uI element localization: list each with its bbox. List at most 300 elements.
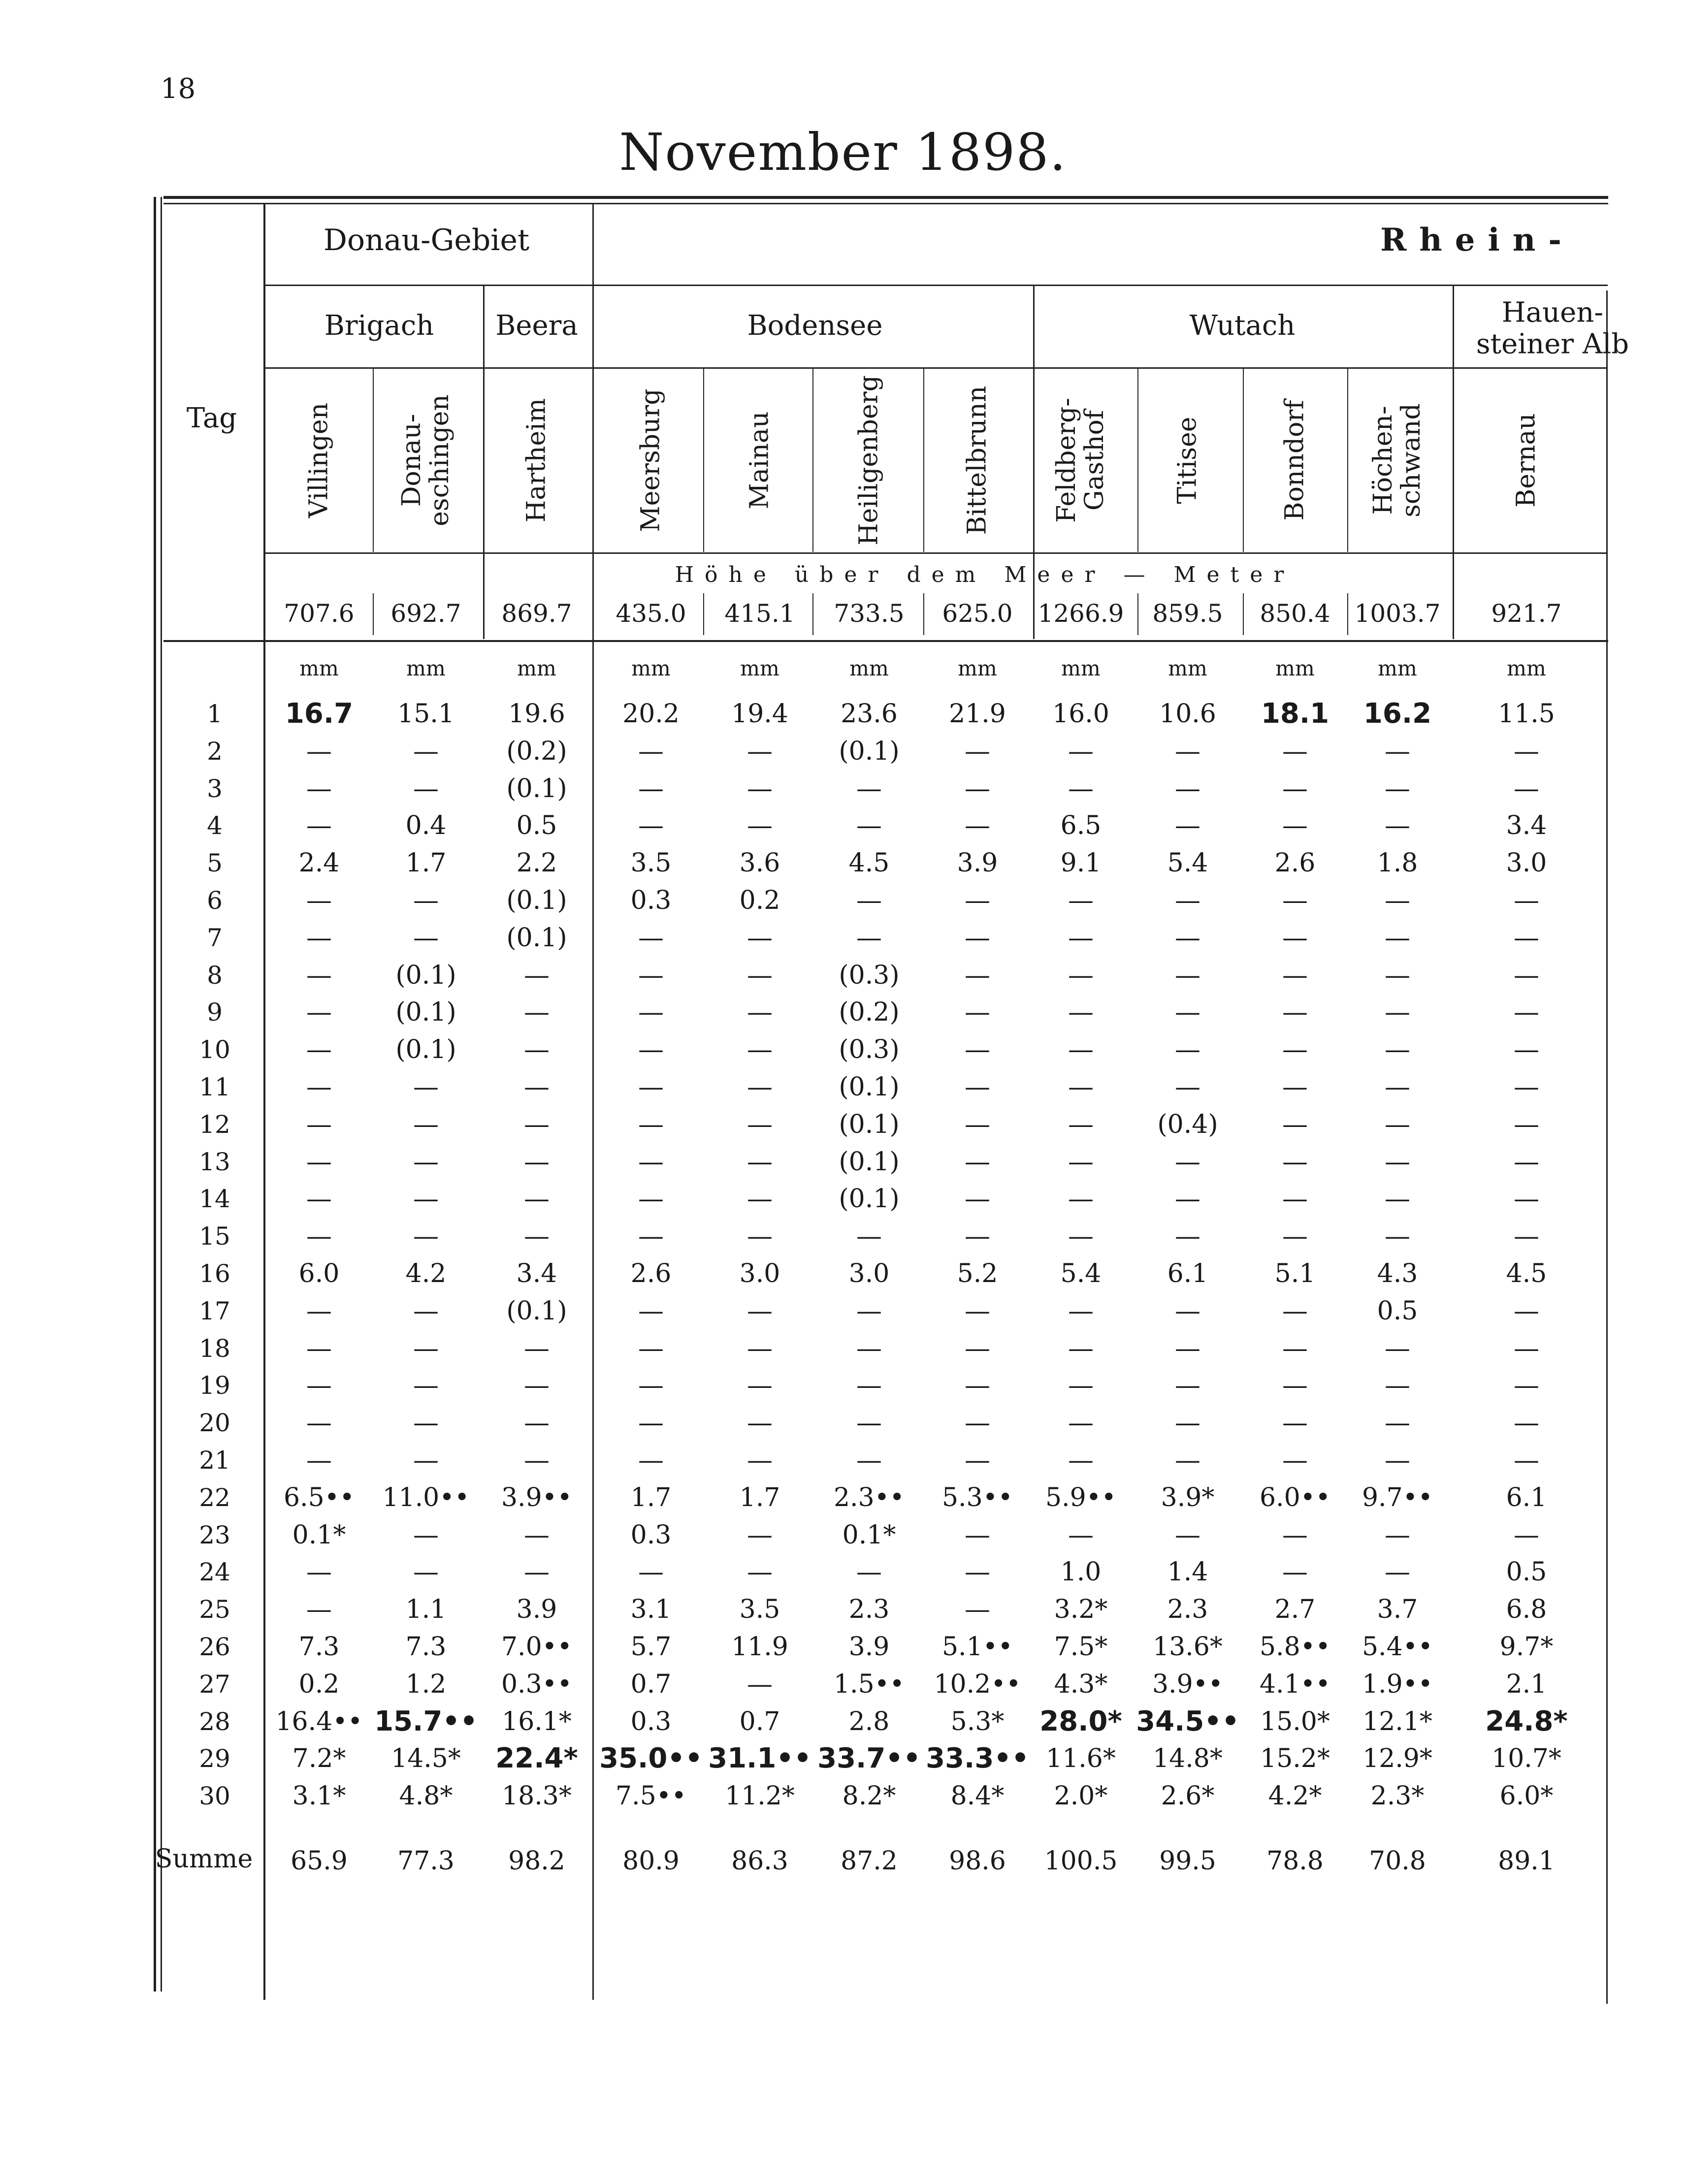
- table-cell: —: [856, 1408, 882, 1438]
- table-cell: —: [856, 1221, 882, 1252]
- table-cell: —: [524, 1333, 550, 1363]
- summe-value: 98.6: [949, 1846, 1006, 1876]
- day-number: 18: [199, 1334, 230, 1363]
- table-cell: —: [1175, 811, 1200, 841]
- elevation-divider: [812, 593, 813, 635]
- table-cell: —: [306, 886, 332, 915]
- table-cell: —: [1282, 1371, 1308, 1401]
- table-cell: (0.1): [395, 997, 456, 1028]
- table-cell: 3.5: [739, 1595, 780, 1625]
- table-cell: 28.0*: [1039, 1705, 1122, 1737]
- day-number: 17: [199, 1296, 230, 1325]
- table-cell: —: [965, 773, 990, 803]
- table-cell: 15.7••: [374, 1705, 478, 1737]
- tag-divider: [263, 203, 265, 2000]
- table-cell: —: [638, 1109, 664, 1139]
- table-cell: 19.6: [508, 699, 565, 729]
- table-cell: 2.6: [1274, 848, 1316, 878]
- table-cell: 6.5••: [283, 1482, 355, 1512]
- table-cell: —: [747, 997, 773, 1028]
- table-cell: —: [306, 1333, 332, 1363]
- summe-label: Summe: [155, 1844, 253, 1874]
- table-cell: —: [1175, 1408, 1200, 1438]
- table-cell: 5.8••: [1259, 1632, 1331, 1662]
- table-cell: 2.7: [1274, 1595, 1316, 1625]
- table-cell: (0.1): [395, 960, 456, 990]
- table-cell: —: [1175, 1520, 1200, 1550]
- table-cell: 1.7: [405, 848, 447, 878]
- table-cell: —: [638, 997, 664, 1028]
- table-cell: —: [413, 1072, 439, 1102]
- day-number: 1: [207, 700, 223, 728]
- table-cell: —: [524, 1109, 550, 1139]
- elevation-divider: [1137, 593, 1138, 635]
- table-cell: 6.8: [1506, 1595, 1547, 1625]
- table-cell: —: [306, 1221, 332, 1252]
- page-title: November 1898.: [619, 122, 1067, 182]
- table-cell: —: [1514, 1520, 1539, 1550]
- table-cell: 10.7*: [1491, 1744, 1561, 1774]
- table-cell: 3.2*: [1054, 1595, 1108, 1625]
- table-cell: 11.9: [731, 1632, 788, 1662]
- table-cell: 3.9: [957, 848, 998, 878]
- table-cell: —: [1068, 1072, 1094, 1102]
- table-cell: —: [524, 1072, 550, 1102]
- table-cell: 7.3: [298, 1632, 340, 1662]
- table-cell: —: [413, 1408, 439, 1438]
- table-cell: 2.3••: [833, 1482, 905, 1512]
- table-cell: —: [306, 1445, 332, 1475]
- table-cell: 7.5••: [615, 1781, 687, 1811]
- table-cell: —: [1282, 811, 1308, 841]
- table-cell: —: [524, 960, 550, 990]
- table-cell: —: [1282, 1184, 1308, 1214]
- table-cell: —: [1514, 886, 1539, 915]
- station-divider: [1033, 367, 1034, 552]
- table-cell: —: [747, 1557, 773, 1587]
- elevation-2: 869.7: [501, 599, 572, 628]
- table-cell: —: [524, 997, 550, 1028]
- river-wutach: Wutach: [1189, 310, 1296, 342]
- table-cell: 16.2: [1363, 698, 1432, 730]
- table-cell: 16.4••: [275, 1706, 363, 1736]
- table-cell: —: [965, 1520, 990, 1550]
- table-cell: 5.2: [957, 1259, 998, 1288]
- table-cell: 1.4: [1167, 1557, 1208, 1587]
- table-cell: 1.9••: [1362, 1669, 1433, 1699]
- table-cell: —: [1514, 923, 1539, 953]
- table-cell: —: [1068, 1147, 1094, 1177]
- table-cell: —: [524, 1557, 550, 1587]
- top-rule: [163, 196, 1608, 199]
- day-number: 15: [199, 1222, 230, 1251]
- table-cell: —: [306, 1072, 332, 1102]
- table-cell: 3.6: [739, 848, 780, 878]
- table-cell: —: [1175, 1371, 1200, 1401]
- table-cell: 24.8*: [1485, 1705, 1568, 1737]
- station-0: Villingen: [304, 402, 334, 518]
- table-cell: —: [413, 773, 439, 803]
- table-cell: —: [965, 1184, 990, 1214]
- elevation-1: 692.7: [390, 599, 461, 628]
- table-cell: (0.1): [506, 773, 567, 803]
- table-cell: —: [1282, 923, 1308, 953]
- table-cell: —: [1385, 1184, 1410, 1214]
- table-cell: 0.2: [298, 1669, 340, 1699]
- table-cell: 10.2••: [934, 1669, 1021, 1699]
- summe-value: 65.9: [291, 1846, 348, 1876]
- table-cell: 11.0••: [382, 1482, 470, 1512]
- table-cell: —: [1282, 1035, 1308, 1065]
- table-cell: 6.0*: [1499, 1781, 1554, 1811]
- region-divider: [592, 203, 594, 2000]
- table-cell: —: [1068, 960, 1094, 990]
- station-9: Bonndorf: [1280, 400, 1310, 521]
- table-cell: —: [1385, 1557, 1410, 1587]
- table-cell: 31.1••: [708, 1742, 811, 1775]
- table-cell: 3.9: [516, 1595, 557, 1625]
- station-8: Titisee: [1172, 417, 1202, 504]
- table-cell: —: [747, 1445, 773, 1475]
- table-cell: 9.7••: [1362, 1482, 1433, 1512]
- table-cell: 9.1: [1060, 848, 1102, 878]
- table-cell: —: [965, 960, 990, 990]
- table-cell: —: [524, 1035, 550, 1065]
- table-cell: —: [306, 1557, 332, 1587]
- table-cell: 12.1*: [1362, 1706, 1432, 1736]
- elevation-divider: [1243, 593, 1244, 635]
- table-cell: —: [306, 1109, 332, 1139]
- table-cell: (0.4): [1157, 1109, 1218, 1139]
- station-divider: [1137, 367, 1138, 552]
- table-cell: 5.7: [630, 1632, 672, 1662]
- table-cell: 4.3*: [1054, 1669, 1108, 1699]
- table-cell: —: [1068, 773, 1094, 803]
- unit-mm: mm: [517, 656, 556, 680]
- table-cell: —: [1385, 1109, 1410, 1139]
- table-cell: —: [1282, 886, 1308, 915]
- station-1: Donau- eschingen: [396, 394, 454, 526]
- table-cell: 5.9••: [1045, 1482, 1117, 1512]
- table-cell: 6.0••: [1259, 1482, 1331, 1512]
- table-cell: 3.4: [1506, 811, 1547, 841]
- table-cell: —: [413, 1221, 439, 1252]
- table-cell: —: [856, 923, 882, 953]
- table-cell: —: [1175, 886, 1200, 915]
- table-cell: —: [306, 1184, 332, 1214]
- summe-value: 80.9: [622, 1846, 680, 1876]
- table-cell: (0.2): [839, 997, 900, 1028]
- table-cell: 5.3••: [941, 1482, 1013, 1512]
- summe-value: 86.3: [731, 1846, 788, 1876]
- table-cell: 1.8: [1377, 848, 1418, 878]
- station-divider: [483, 367, 484, 552]
- table-cell: —: [1282, 1408, 1308, 1438]
- table-cell: —: [1514, 1333, 1539, 1363]
- table-cell: 2.4: [298, 848, 340, 878]
- table-cell: —: [638, 811, 664, 841]
- table-cell: 21.9: [949, 699, 1006, 729]
- table-cell: —: [638, 1408, 664, 1438]
- station-2: Hartheim: [521, 398, 551, 523]
- table-cell: —: [413, 1109, 439, 1139]
- table-cell: —: [1068, 1035, 1094, 1065]
- table-cell: 2.8: [848, 1706, 890, 1736]
- table-cell: —: [413, 1184, 439, 1214]
- table-cell: 1.7: [630, 1482, 672, 1512]
- table-cell: (0.2): [506, 736, 567, 766]
- summe-value: 100.5: [1044, 1846, 1118, 1876]
- table-cell: —: [965, 886, 990, 915]
- table-cell: —: [1175, 1221, 1200, 1252]
- table-cell: 4.3: [1377, 1259, 1418, 1288]
- table-cell: —: [747, 1371, 773, 1401]
- table-cell: —: [856, 773, 882, 803]
- table-cell: —: [1175, 1333, 1200, 1363]
- elevation-11: 921.7: [1491, 599, 1562, 628]
- table-cell: —: [1282, 1445, 1308, 1475]
- table-cell: —: [1385, 773, 1410, 803]
- table-cell: —: [413, 1147, 439, 1177]
- table-cell: 6.5: [1060, 811, 1102, 841]
- table-cell: 0.5: [1377, 1296, 1418, 1326]
- table-cell: —: [1282, 1109, 1308, 1139]
- table-cell: —: [638, 773, 664, 803]
- table-cell: —: [1385, 1221, 1410, 1252]
- table-cell: —: [306, 960, 332, 990]
- table-cell: —: [638, 923, 664, 953]
- table-cell: 33.3••: [926, 1742, 1029, 1775]
- unit-mm: mm: [740, 656, 779, 680]
- unit-mm: mm: [849, 656, 889, 680]
- table-cell: —: [638, 1557, 664, 1587]
- table-cell: —: [1175, 1147, 1200, 1177]
- table-cell: 3.0: [1506, 848, 1547, 878]
- table-cell: —: [1385, 960, 1410, 990]
- table-cell: (0.1): [506, 886, 567, 915]
- table-cell: —: [413, 736, 439, 766]
- unit-mm: mm: [1378, 656, 1417, 680]
- table-cell: 19.4: [731, 699, 788, 729]
- table-cell: 15.0*: [1260, 1706, 1330, 1736]
- station-10: Höchen- schwand: [1368, 403, 1426, 517]
- table-cell: —: [306, 1371, 332, 1401]
- table-cell: 7.2*: [292, 1744, 346, 1774]
- table-cell: 4.1••: [1259, 1669, 1331, 1699]
- table-cell: —: [1175, 1035, 1200, 1065]
- table-cell: 14.5*: [391, 1744, 461, 1774]
- table-cell: 18.3*: [502, 1781, 572, 1811]
- table-cell: —: [856, 886, 882, 915]
- station-5: Heiligenberg: [854, 375, 884, 546]
- elevation-9: 850.4: [1260, 599, 1330, 628]
- table-cell: —: [306, 923, 332, 953]
- table-cell: —: [1282, 736, 1308, 766]
- table-cell: —: [965, 736, 990, 766]
- table-cell: 0.3: [630, 1706, 672, 1736]
- table-cell: —: [1175, 736, 1200, 766]
- table-cell: 2.6*: [1161, 1781, 1215, 1811]
- table-cell: —: [1282, 1221, 1308, 1252]
- table-cell: 34.5••: [1136, 1705, 1239, 1737]
- elevation-divider: [923, 593, 924, 635]
- table-cell: 3.1: [630, 1595, 672, 1625]
- summe-value: 99.5: [1159, 1846, 1216, 1876]
- table-cell: —: [1385, 997, 1410, 1028]
- unit-mm: mm: [1507, 656, 1546, 680]
- table-cell: —: [306, 997, 332, 1028]
- table-cell: —: [1068, 1445, 1094, 1475]
- table-cell: —: [1514, 1035, 1539, 1065]
- day-number: 28: [199, 1707, 230, 1736]
- elevation-divider: [1453, 593, 1454, 635]
- table-cell: —: [965, 1109, 990, 1139]
- table-cell: 16.1*: [502, 1706, 572, 1736]
- table-cell: 7.3: [405, 1632, 447, 1662]
- table-cell: —: [524, 1221, 550, 1252]
- elevation-divider: [1347, 593, 1348, 635]
- river-rule: [263, 285, 1608, 286]
- unit-mm: mm: [406, 656, 446, 680]
- table-cell: 33.7••: [817, 1742, 921, 1775]
- station-divider: [703, 367, 704, 552]
- table-cell: —: [1514, 1408, 1539, 1438]
- table-cell: 13.6*: [1153, 1632, 1223, 1662]
- table-cell: 5.1••: [941, 1632, 1013, 1662]
- table-cell: —: [747, 1520, 773, 1550]
- table-cell: 35.0••: [599, 1742, 703, 1775]
- table-cell: —: [524, 1520, 550, 1550]
- table-cell: 8.4*: [950, 1781, 1005, 1811]
- tag-header: Tag: [186, 402, 237, 434]
- table-cell: —: [965, 811, 990, 841]
- table-cell: —: [1068, 1520, 1094, 1550]
- day-number: 14: [199, 1185, 230, 1214]
- table-cell: —: [747, 1147, 773, 1177]
- table-cell: 2.3: [1167, 1595, 1208, 1625]
- table-cell: —: [965, 1333, 990, 1363]
- station-divider: [373, 367, 374, 552]
- table-cell: —: [638, 1221, 664, 1252]
- table-cell: —: [306, 736, 332, 766]
- table-cell: 11.6*: [1046, 1744, 1116, 1774]
- table-cell: 4.2*: [1268, 1781, 1322, 1811]
- day-number: 29: [199, 1744, 230, 1773]
- table-cell: 1.2: [405, 1669, 447, 1699]
- table-cell: —: [1068, 1109, 1094, 1139]
- table-cell: —: [856, 1371, 882, 1401]
- table-cell: —: [1385, 736, 1410, 766]
- table-cell: 3.1*: [292, 1781, 346, 1811]
- table-cell: 18.1: [1261, 698, 1329, 730]
- table-cell: 0.1*: [292, 1520, 346, 1550]
- table-cell: —: [413, 1520, 439, 1550]
- table-cell: (0.1): [839, 1147, 900, 1177]
- day-number: 27: [199, 1670, 230, 1699]
- table-cell: —: [413, 886, 439, 915]
- table-cell: —: [1385, 923, 1410, 953]
- table-cell: —: [306, 1408, 332, 1438]
- table-cell: 8.2*: [842, 1781, 896, 1811]
- table-cell: 0.2: [739, 886, 780, 915]
- day-number: 8: [207, 961, 223, 990]
- table-cell: 3.4: [516, 1259, 557, 1288]
- table-cell: (0.1): [839, 1184, 900, 1214]
- table-cell: —: [524, 1408, 550, 1438]
- table-cell: —: [1068, 736, 1094, 766]
- table-cell: —: [524, 1184, 550, 1214]
- table-cell: 6.1: [1506, 1482, 1547, 1512]
- day-number: 7: [207, 923, 223, 952]
- day-number: 6: [207, 886, 223, 915]
- table-cell: —: [524, 1445, 550, 1475]
- table-cell: 7.5*: [1054, 1632, 1108, 1662]
- table-cell: 11.5: [1498, 699, 1555, 729]
- day-number: 22: [199, 1483, 230, 1512]
- table-cell: —: [1175, 1445, 1200, 1475]
- day-number: 11: [199, 1073, 230, 1101]
- table-cell: —: [747, 1669, 773, 1699]
- station-3: Meersburg: [636, 388, 666, 532]
- table-cell: 5.3*: [950, 1706, 1005, 1736]
- table-cell: 2.2: [516, 848, 557, 878]
- table-cell: 3.9••: [1152, 1669, 1224, 1699]
- station-rule: [263, 367, 1608, 369]
- table-cell: —: [1514, 1147, 1539, 1177]
- table-cell: —: [1385, 1147, 1410, 1177]
- table-cell: —: [965, 1445, 990, 1475]
- table-cell: —: [965, 1221, 990, 1252]
- table-cell: —: [1282, 773, 1308, 803]
- table-cell: —: [1385, 886, 1410, 915]
- table-cell: —: [524, 1371, 550, 1401]
- table-cell: —: [1385, 1408, 1410, 1438]
- table-cell: 1.0: [1060, 1557, 1102, 1587]
- altitude-caption: Höhe über dem Meer — Meter: [675, 562, 1295, 587]
- unit-mm: mm: [631, 656, 671, 680]
- table-cell: —: [638, 736, 664, 766]
- day-number: 13: [199, 1147, 230, 1176]
- table-cell: —: [1175, 1184, 1200, 1214]
- unit-mm: mm: [299, 656, 339, 680]
- table-cell: 14.8*: [1153, 1744, 1223, 1774]
- table-cell: —: [1514, 1184, 1539, 1214]
- table-cell: —: [413, 1557, 439, 1587]
- table-cell: —: [1068, 886, 1094, 915]
- table-cell: —: [306, 1147, 332, 1177]
- table-cell: —: [1514, 773, 1539, 803]
- table-cell: 3.5: [630, 848, 672, 878]
- table-cell: —: [965, 1072, 990, 1102]
- table-cell: —: [1385, 1333, 1410, 1363]
- table-cell: —: [965, 1557, 990, 1587]
- unit-mm: mm: [958, 656, 997, 680]
- table-cell: —: [1282, 1520, 1308, 1550]
- table-cell: —: [1175, 960, 1200, 990]
- table-cell: —: [747, 1072, 773, 1102]
- table-cell: (0.1): [839, 1072, 900, 1102]
- table-cell: —: [413, 1296, 439, 1326]
- table-cell: (0.1): [839, 736, 900, 766]
- table-cell: —: [1175, 773, 1200, 803]
- table-cell: —: [1068, 1296, 1094, 1326]
- table-cell: —: [638, 1333, 664, 1363]
- elevation-10: 1003.7: [1354, 599, 1441, 628]
- table-cell: —: [1282, 1147, 1308, 1177]
- table-cell: 20.2: [622, 699, 680, 729]
- table-cell: —: [747, 773, 773, 803]
- table-cell: —: [1068, 1333, 1094, 1363]
